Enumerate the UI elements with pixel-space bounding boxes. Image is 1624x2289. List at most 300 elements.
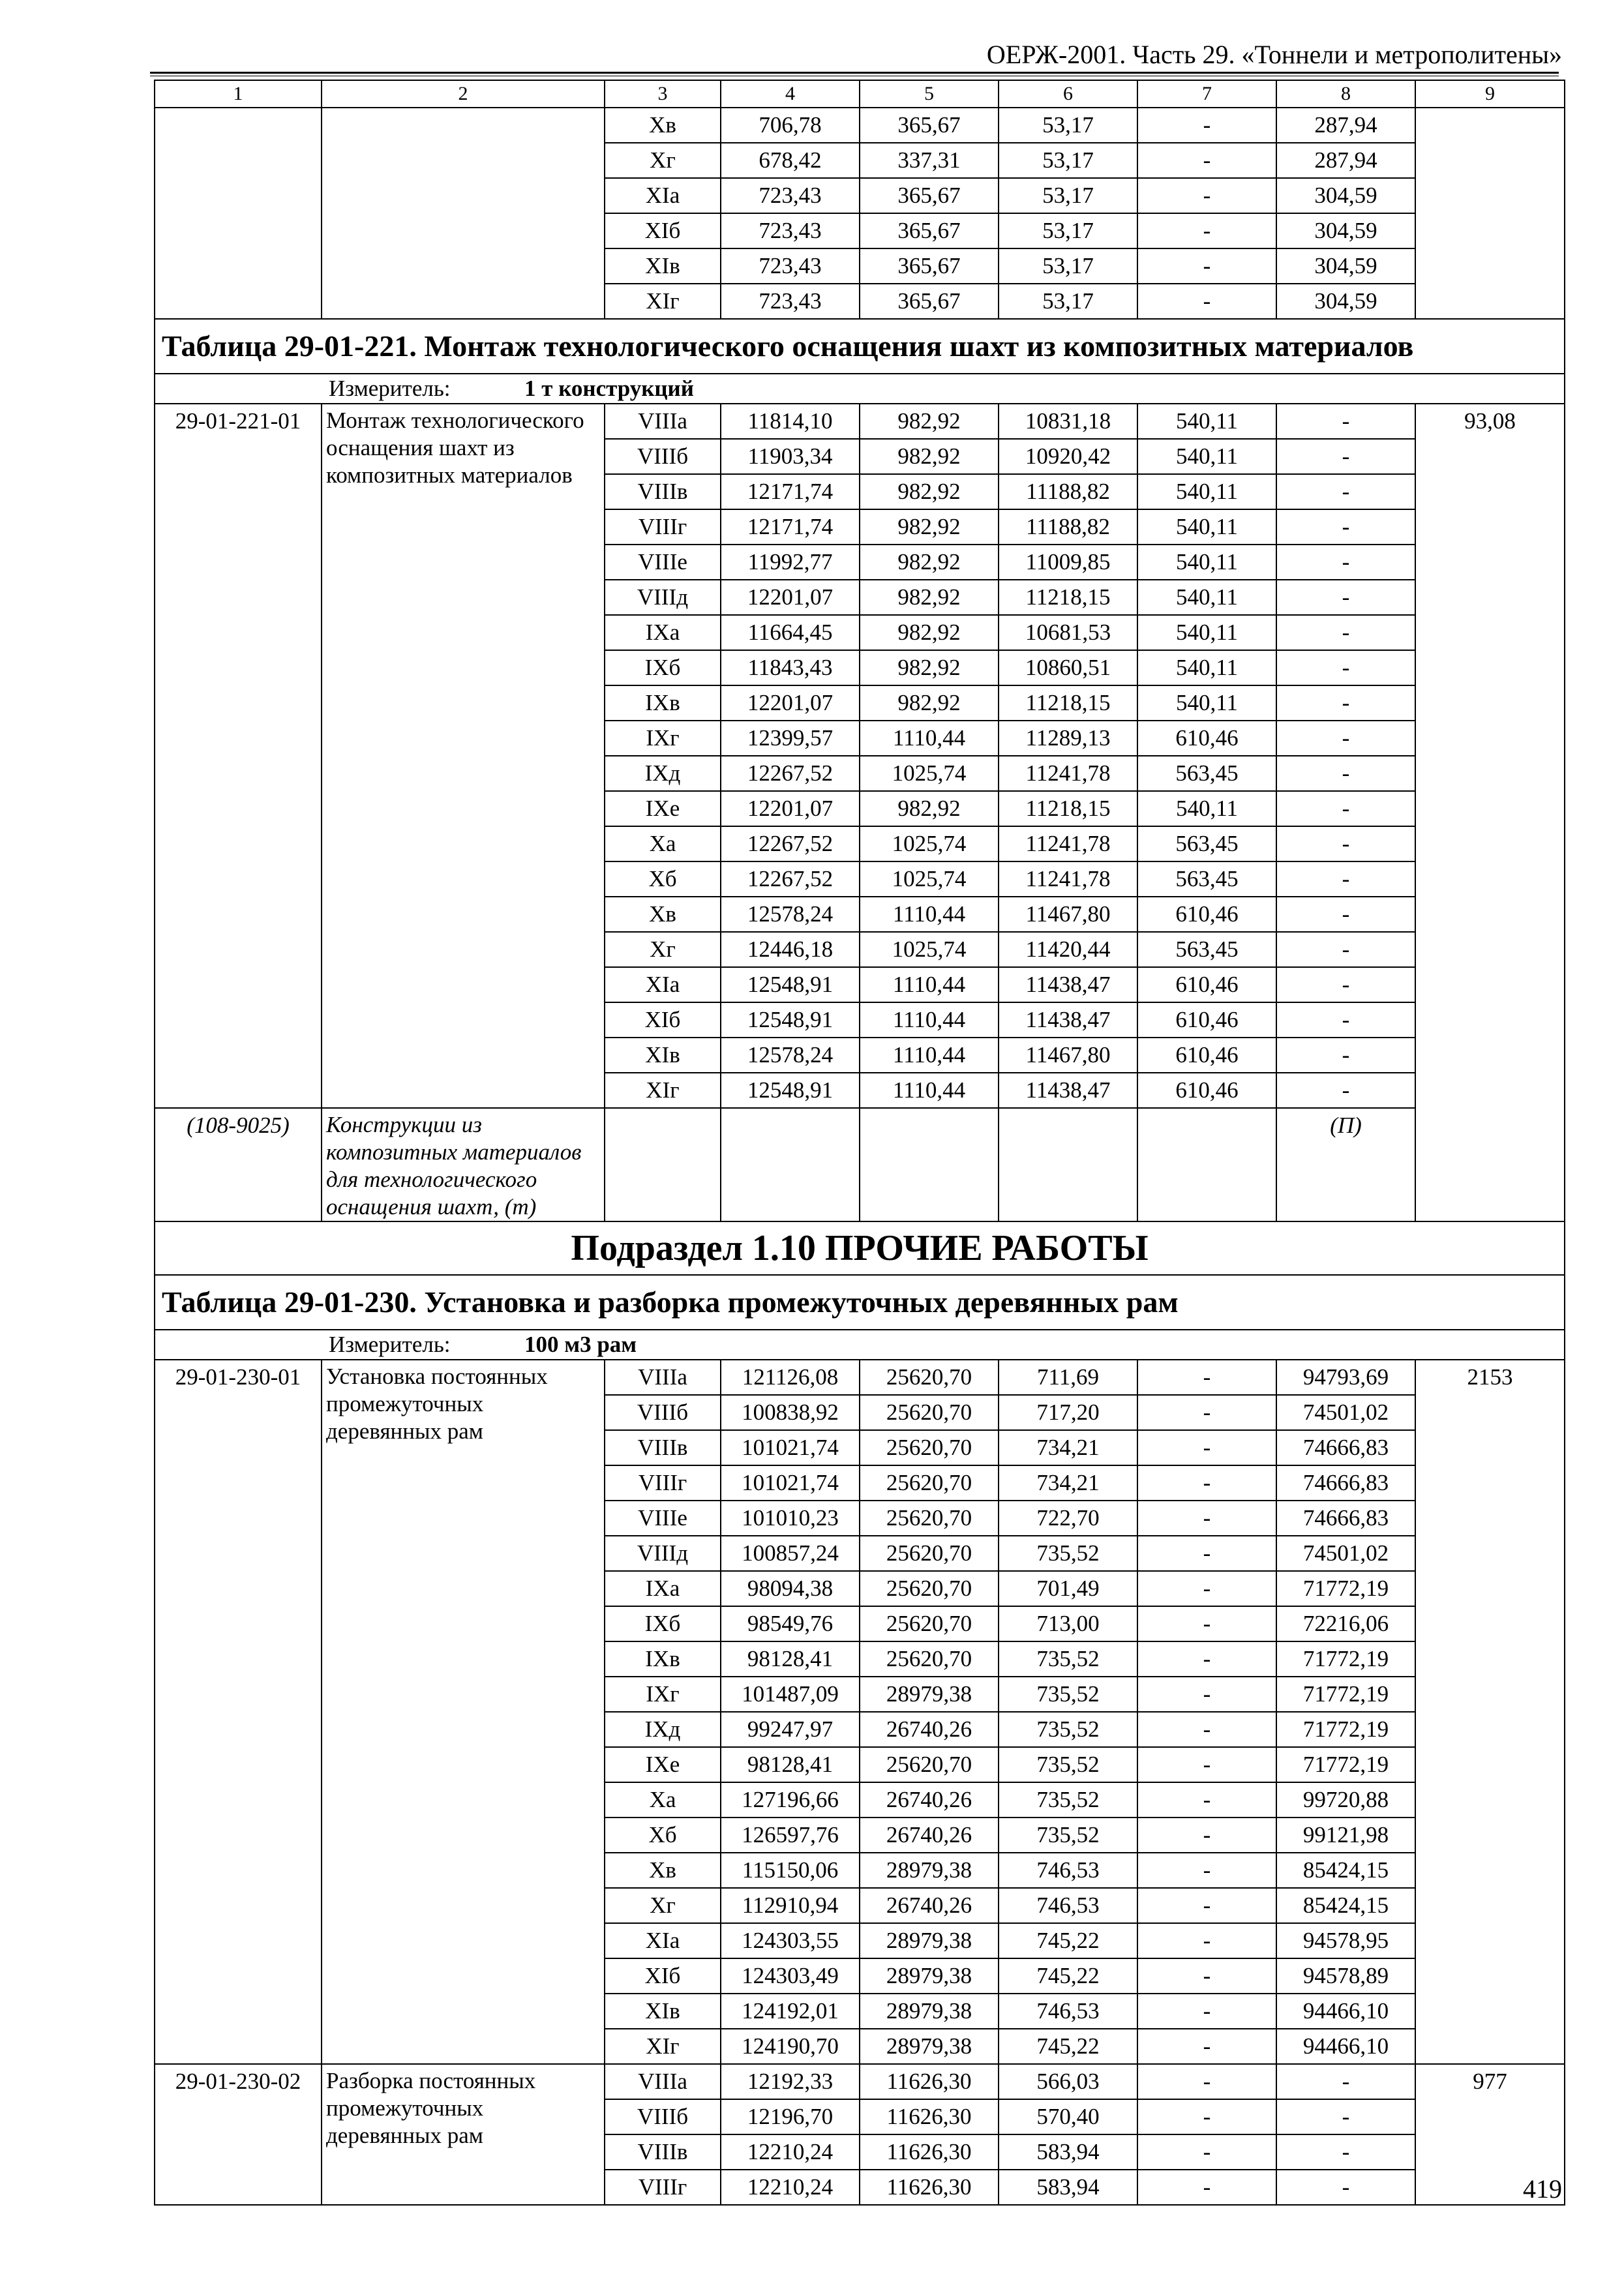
- total-cost-cell: 723,43: [721, 284, 860, 319]
- machine-cost-cell: 10860,51: [999, 650, 1137, 685]
- total-cost-cell: 12267,52: [721, 861, 860, 897]
- machine-cost-cell: 570,40: [999, 2099, 1137, 2134]
- labor-cost-cell: 25620,70: [860, 1571, 999, 1606]
- grade-cell: VIIIб: [605, 2099, 721, 2134]
- labor-cost-cell: 26740,26: [860, 1818, 999, 1853]
- machine-cost-cell: 11289,13: [999, 721, 1137, 756]
- name-cell: [322, 108, 605, 319]
- materials-cell: 74666,83: [1276, 1501, 1415, 1536]
- driver-wage-cell: 540,11: [1137, 580, 1276, 615]
- labor-cost-cell: 26740,26: [860, 1782, 999, 1818]
- grade-cell: IXд: [605, 1712, 721, 1747]
- driver-wage-cell: 540,11: [1137, 791, 1276, 826]
- grade-cell: Xв: [605, 897, 721, 932]
- grade-cell: IXа: [605, 1571, 721, 1606]
- driver-wage-cell: -: [1137, 1430, 1276, 1465]
- total-cost-cell: 723,43: [721, 248, 860, 284]
- driver-wage-cell: 540,11: [1137, 509, 1276, 545]
- materials-cell: -: [1276, 826, 1415, 861]
- labor-cost-cell: 28979,38: [860, 2029, 999, 2064]
- machine-cost-cell: 11241,78: [999, 826, 1137, 861]
- driver-wage-cell: 540,11: [1137, 439, 1276, 474]
- labor-cost-cell: 28979,38: [860, 1958, 999, 1994]
- machine-cost-cell: 746,53: [999, 1994, 1137, 2029]
- driver-wage-cell: -: [1137, 2029, 1276, 2064]
- driver-wage-cell: 540,11: [1137, 474, 1276, 509]
- grade-cell: VIIIе: [605, 1501, 721, 1536]
- materials-cell: 71772,19: [1276, 1571, 1415, 1606]
- empty-cell: [860, 1108, 999, 1221]
- labor-cost-cell: 1110,44: [860, 1073, 999, 1108]
- total-cost-cell: 112910,94: [721, 1888, 860, 1923]
- driver-wage-cell: 563,45: [1137, 861, 1276, 897]
- driver-wage-cell: 563,45: [1137, 826, 1276, 861]
- grade-cell: VIIIб: [605, 439, 721, 474]
- total-cost-cell: 12399,57: [721, 721, 860, 756]
- norm-cell: 2153: [1415, 1360, 1565, 2064]
- materials-cell: -: [1276, 2099, 1415, 2134]
- col-num-2: 2: [322, 80, 605, 108]
- driver-wage-cell: 540,11: [1137, 615, 1276, 650]
- labor-cost-cell: 365,67: [860, 213, 999, 248]
- total-cost-cell: 98128,41: [721, 1747, 860, 1782]
- grade-cell: IXд: [605, 756, 721, 791]
- driver-wage-cell: 610,46: [1137, 721, 1276, 756]
- materials-cell: 74501,02: [1276, 1536, 1415, 1571]
- grade-cell: Xа: [605, 1782, 721, 1818]
- labor-cost-cell: 365,67: [860, 284, 999, 319]
- code-cell: 29-01-230-02: [155, 2064, 322, 2205]
- total-cost-cell: 12210,24: [721, 2134, 860, 2170]
- machine-cost-cell: 53,17: [999, 143, 1137, 178]
- section-title-row: [155, 1221, 1565, 1275]
- grade-cell: VIIIа: [605, 2064, 721, 2099]
- driver-wage-cell: -: [1137, 1536, 1276, 1571]
- total-cost-cell: 101021,74: [721, 1430, 860, 1465]
- labor-cost-cell: 982,92: [860, 545, 999, 580]
- grade-cell: IXв: [605, 1641, 721, 1677]
- driver-wage-cell: -: [1137, 1923, 1276, 1958]
- col-num-6: 6: [999, 80, 1137, 108]
- machine-cost-cell: 735,52: [999, 1747, 1137, 1782]
- col-num-1: 1: [155, 80, 322, 108]
- materials-cell: -: [1276, 439, 1415, 474]
- measure-row: [155, 374, 1565, 404]
- total-cost-cell: 12201,07: [721, 685, 860, 721]
- code-cell: 29-01-221-01: [155, 404, 322, 1108]
- grade-cell: Xг: [605, 1888, 721, 1923]
- machine-cost-cell: 735,52: [999, 1712, 1137, 1747]
- material-row: [155, 1108, 1565, 1221]
- labor-cost-cell: 982,92: [860, 650, 999, 685]
- materials-cell: -: [1276, 2134, 1415, 2170]
- total-cost-cell: 101021,74: [721, 1465, 860, 1501]
- table-row: [155, 1360, 1565, 1395]
- total-cost-cell: 12201,07: [721, 580, 860, 615]
- grade-cell: Xв: [605, 108, 721, 143]
- driver-wage-cell: -: [1137, 178, 1276, 213]
- norm-cell: [1415, 108, 1565, 319]
- column-number-row: [155, 80, 1565, 108]
- materials-cell: 287,94: [1276, 108, 1415, 143]
- total-cost-cell: 12210,24: [721, 2170, 860, 2205]
- materials-cell: -: [1276, 897, 1415, 932]
- materials-cell: 71772,19: [1276, 1677, 1415, 1712]
- materials-cell: -: [1276, 650, 1415, 685]
- grade-cell: Xа: [605, 826, 721, 861]
- driver-wage-cell: -: [1137, 1465, 1276, 1501]
- labor-cost-cell: 982,92: [860, 685, 999, 721]
- labor-cost-cell: 25620,70: [860, 1395, 999, 1430]
- materials-cell: -: [1276, 2064, 1415, 2099]
- labor-cost-cell: 25620,70: [860, 1360, 999, 1395]
- total-cost-cell: 12192,33: [721, 2064, 860, 2099]
- driver-wage-cell: 610,46: [1137, 1002, 1276, 1038]
- machine-cost-cell: 53,17: [999, 213, 1137, 248]
- grade-cell: VIIIе: [605, 545, 721, 580]
- total-cost-cell: 12578,24: [721, 897, 860, 932]
- driver-wage-cell: -: [1137, 284, 1276, 319]
- labor-cost-cell: 365,67: [860, 108, 999, 143]
- grade-cell: VIIIг: [605, 509, 721, 545]
- machine-cost-cell: 11241,78: [999, 861, 1137, 897]
- total-cost-cell: 121126,08: [721, 1360, 860, 1395]
- total-cost-cell: 126597,76: [721, 1818, 860, 1853]
- machine-cost-cell: 735,52: [999, 1782, 1137, 1818]
- driver-wage-cell: 610,46: [1137, 1073, 1276, 1108]
- driver-wage-cell: -: [1137, 1818, 1276, 1853]
- name-cell: Разборка постоянных промежуточных деревянных рам: [322, 2064, 605, 2205]
- driver-wage-cell: 563,45: [1137, 932, 1276, 967]
- machine-cost-cell: 746,53: [999, 1853, 1137, 1888]
- total-cost-cell: 11992,77: [721, 545, 860, 580]
- total-cost-cell: 100838,92: [721, 1395, 860, 1430]
- materials-cell: -: [1276, 1073, 1415, 1108]
- machine-cost-cell: 745,22: [999, 2029, 1137, 2064]
- materials-cell: -: [1276, 615, 1415, 650]
- labor-cost-cell: 1110,44: [860, 1002, 999, 1038]
- material-code-cell: (108-9025): [155, 1108, 322, 1221]
- labor-cost-cell: 982,92: [860, 439, 999, 474]
- table-row: [155, 108, 1565, 143]
- driver-wage-cell: -: [1137, 213, 1276, 248]
- driver-wage-cell: 610,46: [1137, 1038, 1276, 1073]
- materials-cell: 85424,15: [1276, 1888, 1415, 1923]
- labor-cost-cell: 25620,70: [860, 1430, 999, 1465]
- total-cost-cell: 706,78: [721, 108, 860, 143]
- materials-cell: -: [1276, 756, 1415, 791]
- grade-cell: XIв: [605, 1038, 721, 1073]
- total-cost-cell: 12578,24: [721, 1038, 860, 1073]
- machine-cost-cell: 735,52: [999, 1677, 1137, 1712]
- grade-cell: Xг: [605, 932, 721, 967]
- materials-cell: 94578,89: [1276, 1958, 1415, 1994]
- materials-cell: -: [1276, 474, 1415, 509]
- labor-cost-cell: 28979,38: [860, 1677, 999, 1712]
- norm-cell: 93,08: [1415, 404, 1565, 1221]
- labor-cost-cell: 25620,70: [860, 1536, 999, 1571]
- labor-cost-cell: 1025,74: [860, 826, 999, 861]
- grade-cell: XIб: [605, 1002, 721, 1038]
- machine-cost-cell: 11009,85: [999, 545, 1137, 580]
- driver-wage-cell: 540,11: [1137, 650, 1276, 685]
- total-cost-cell: 678,42: [721, 143, 860, 178]
- total-cost-cell: 124303,49: [721, 1958, 860, 1994]
- materials-cell: -: [1276, 2170, 1415, 2205]
- grade-cell: IXг: [605, 721, 721, 756]
- grade-cell: IXе: [605, 1747, 721, 1782]
- labor-cost-cell: 25620,70: [860, 1501, 999, 1536]
- grade-cell: XIв: [605, 1994, 721, 2029]
- machine-cost-cell: 11188,82: [999, 474, 1137, 509]
- machine-cost-cell: 717,20: [999, 1395, 1137, 1430]
- total-cost-cell: 101010,23: [721, 1501, 860, 1536]
- total-cost-cell: 12196,70: [721, 2099, 860, 2134]
- total-cost-cell: 124190,70: [721, 2029, 860, 2064]
- materials-cell: 94466,10: [1276, 2029, 1415, 2064]
- total-cost-cell: 11843,43: [721, 650, 860, 685]
- machine-cost-cell: 711,69: [999, 1360, 1137, 1395]
- machine-cost-cell: 746,53: [999, 1888, 1137, 1923]
- empty-cell: [605, 1108, 721, 1221]
- grade-cell: VIIIв: [605, 2134, 721, 2170]
- total-cost-cell: 124192,01: [721, 1994, 860, 2029]
- machine-cost-cell: 735,52: [999, 1641, 1137, 1677]
- labor-cost-cell: 982,92: [860, 404, 999, 439]
- materials-cell: -: [1276, 1038, 1415, 1073]
- machine-cost-cell: 713,00: [999, 1606, 1137, 1641]
- materials-cell: 304,59: [1276, 213, 1415, 248]
- grade-cell: VIIIб: [605, 1395, 721, 1430]
- machine-cost-cell: 53,17: [999, 108, 1137, 143]
- total-cost-cell: 12201,07: [721, 791, 860, 826]
- total-cost-cell: 100857,24: [721, 1536, 860, 1571]
- driver-wage-cell: -: [1137, 1853, 1276, 1888]
- driver-wage-cell: 540,11: [1137, 545, 1276, 580]
- total-cost-cell: 98549,76: [721, 1606, 860, 1641]
- machine-cost-cell: 11438,47: [999, 1002, 1137, 1038]
- machine-cost-cell: 722,70: [999, 1501, 1137, 1536]
- driver-wage-cell: 540,11: [1137, 685, 1276, 721]
- grade-cell: Xб: [605, 1818, 721, 1853]
- driver-wage-cell: -: [1137, 1888, 1276, 1923]
- grade-cell: XIб: [605, 1958, 721, 1994]
- machine-cost-cell: 10920,42: [999, 439, 1137, 474]
- materials-cell: -: [1276, 861, 1415, 897]
- machine-cost-cell: 11218,15: [999, 580, 1137, 615]
- name-cell: Монтаж технологического оснащения шахт из композитных материалов: [322, 404, 605, 1108]
- materials-cell: -: [1276, 404, 1415, 439]
- grade-cell: VIIIа: [605, 1360, 721, 1395]
- machine-cost-cell: 11218,15: [999, 685, 1137, 721]
- grade-cell: Xв: [605, 1853, 721, 1888]
- grade-cell: IXг: [605, 1677, 721, 1712]
- materials-cell: 72216,06: [1276, 1606, 1415, 1641]
- materials-cell: 99121,98: [1276, 1818, 1415, 1853]
- grade-cell: IXб: [605, 1606, 721, 1641]
- grade-cell: XIа: [605, 178, 721, 213]
- machine-cost-cell: 11438,47: [999, 1073, 1137, 1108]
- labor-cost-cell: 28979,38: [860, 1853, 999, 1888]
- col-num-3: 3: [605, 80, 721, 108]
- driver-wage-cell: -: [1137, 2134, 1276, 2170]
- total-cost-cell: 723,43: [721, 213, 860, 248]
- materials-cell: 304,59: [1276, 248, 1415, 284]
- machine-cost-cell: 735,52: [999, 1536, 1137, 1571]
- labor-cost-cell: 28979,38: [860, 1994, 999, 2029]
- driver-wage-cell: -: [1137, 1958, 1276, 1994]
- grade-cell: VIIIа: [605, 404, 721, 439]
- labor-cost-cell: 25620,70: [860, 1747, 999, 1782]
- measure-row: [155, 1330, 1565, 1360]
- machine-cost-cell: 583,94: [999, 2170, 1137, 2205]
- total-cost-cell: 11903,34: [721, 439, 860, 474]
- machine-cost-cell: 583,94: [999, 2134, 1137, 2170]
- table-title-221: Таблица 29-01-221. Монтаж технологического оснащения шахт из композитных материалов: [155, 319, 1565, 374]
- total-cost-cell: 12446,18: [721, 932, 860, 967]
- machine-cost-cell: 11467,80: [999, 1038, 1137, 1073]
- materials-cell: -: [1276, 580, 1415, 615]
- driver-wage-cell: -: [1137, 1571, 1276, 1606]
- labor-cost-cell: 1025,74: [860, 756, 999, 791]
- machine-cost-cell: 734,21: [999, 1465, 1137, 1501]
- machine-cost-cell: 11438,47: [999, 967, 1137, 1002]
- materials-cell: 71772,19: [1276, 1712, 1415, 1747]
- measure-cell: [155, 374, 1565, 404]
- measure-label: Измеритель:: [329, 376, 451, 401]
- col-num-9: 9: [1415, 80, 1565, 108]
- grade-cell: IXб: [605, 650, 721, 685]
- machine-cost-cell: 735,52: [999, 1818, 1137, 1853]
- grade-cell: Xб: [605, 861, 721, 897]
- total-cost-cell: 101487,09: [721, 1677, 860, 1712]
- grade-cell: XIг: [605, 2029, 721, 2064]
- labor-cost-cell: 11626,30: [860, 2134, 999, 2170]
- empty-cell: [1137, 1108, 1276, 1221]
- section-title: Подраздел 1.10 ПРОЧИЕ РАБОТЫ: [155, 1221, 1565, 1275]
- grade-cell: VIIIг: [605, 2170, 721, 2205]
- materials-cell: -: [1276, 791, 1415, 826]
- materials-cell: -: [1276, 721, 1415, 756]
- materials-cell: 304,59: [1276, 178, 1415, 213]
- measure-unit: 1 т конструкций: [524, 376, 694, 401]
- driver-wage-cell: -: [1137, 1677, 1276, 1712]
- machine-cost-cell: 11420,44: [999, 932, 1137, 967]
- machine-cost-cell: 734,21: [999, 1430, 1137, 1465]
- grade-cell: VIIIг: [605, 1465, 721, 1501]
- materials-cell: -: [1276, 932, 1415, 967]
- total-cost-cell: 12548,91: [721, 967, 860, 1002]
- machine-cost-cell: 53,17: [999, 178, 1137, 213]
- driver-wage-cell: -: [1137, 1606, 1276, 1641]
- labor-cost-cell: 11626,30: [860, 2099, 999, 2134]
- driver-wage-cell: -: [1137, 1782, 1276, 1818]
- labor-cost-cell: 982,92: [860, 509, 999, 545]
- materials-cell: 304,59: [1276, 284, 1415, 319]
- driver-wage-cell: -: [1137, 2170, 1276, 2205]
- total-cost-cell: 12267,52: [721, 826, 860, 861]
- driver-wage-cell: 610,46: [1137, 967, 1276, 1002]
- labor-cost-cell: 365,67: [860, 248, 999, 284]
- table-title-230-row: [155, 1275, 1565, 1330]
- driver-wage-cell: -: [1137, 248, 1276, 284]
- total-cost-cell: 11664,45: [721, 615, 860, 650]
- empty-cell: [999, 1108, 1137, 1221]
- grade-cell: VIIIд: [605, 1536, 721, 1571]
- measure-label: Измеритель:: [329, 1332, 451, 1357]
- materials-cell: -: [1276, 545, 1415, 580]
- driver-wage-cell: -: [1137, 1994, 1276, 2029]
- grade-cell: XIа: [605, 1923, 721, 1958]
- materials-cell: 74501,02: [1276, 1395, 1415, 1430]
- materials-cell: 94578,95: [1276, 1923, 1415, 1958]
- grade-cell: IXв: [605, 685, 721, 721]
- materials-cell: 94793,69: [1276, 1360, 1415, 1395]
- materials-cell: 71772,19: [1276, 1747, 1415, 1782]
- driver-wage-cell: -: [1137, 2099, 1276, 2134]
- total-cost-cell: 12548,91: [721, 1073, 860, 1108]
- driver-wage-cell: 540,11: [1137, 404, 1276, 439]
- total-cost-cell: 12171,74: [721, 509, 860, 545]
- grade-cell: IXе: [605, 791, 721, 826]
- machine-cost-cell: 11241,78: [999, 756, 1137, 791]
- measure-unit: 100 м3 рам: [524, 1332, 637, 1357]
- total-cost-cell: 98128,41: [721, 1641, 860, 1677]
- labor-cost-cell: 11626,30: [860, 2170, 999, 2205]
- labor-cost-cell: 1110,44: [860, 721, 999, 756]
- machine-cost-cell: 11218,15: [999, 791, 1137, 826]
- table-body: [155, 80, 1565, 2205]
- materials-cell: 71772,19: [1276, 1641, 1415, 1677]
- driver-wage-cell: -: [1137, 2064, 1276, 2099]
- labor-cost-cell: 365,67: [860, 178, 999, 213]
- col-num-5: 5: [860, 80, 999, 108]
- grade-cell: VIIIв: [605, 474, 721, 509]
- materials-cell: -: [1276, 509, 1415, 545]
- machine-cost-cell: 745,22: [999, 1923, 1137, 1958]
- total-cost-cell: 12267,52: [721, 756, 860, 791]
- machine-cost-cell: 53,17: [999, 284, 1137, 319]
- labor-cost-cell: 28979,38: [860, 1923, 999, 1958]
- machine-cost-cell: 701,49: [999, 1571, 1137, 1606]
- materials-cell: -: [1276, 967, 1415, 1002]
- labor-cost-cell: 1110,44: [860, 967, 999, 1002]
- driver-wage-cell: -: [1137, 1712, 1276, 1747]
- materials-cell: 94466,10: [1276, 1994, 1415, 2029]
- machine-cost-cell: 53,17: [999, 248, 1137, 284]
- materials-cell: 287,94: [1276, 143, 1415, 178]
- driver-wage-cell: -: [1137, 143, 1276, 178]
- materials-cell: 74666,83: [1276, 1430, 1415, 1465]
- labor-cost-cell: 1025,74: [860, 861, 999, 897]
- code-cell: [155, 108, 322, 319]
- grade-cell: Xг: [605, 143, 721, 178]
- labor-cost-cell: 26740,26: [860, 1888, 999, 1923]
- labor-cost-cell: 982,92: [860, 580, 999, 615]
- materials-cell: 74666,83: [1276, 1465, 1415, 1501]
- col-num-8: 8: [1276, 80, 1415, 108]
- driver-wage-cell: -: [1137, 1501, 1276, 1536]
- grade-cell: XIг: [605, 1073, 721, 1108]
- labor-cost-cell: 1025,74: [860, 932, 999, 967]
- labor-cost-cell: 982,92: [860, 791, 999, 826]
- labor-cost-cell: 337,31: [860, 143, 999, 178]
- total-cost-cell: 12548,91: [721, 1002, 860, 1038]
- norm-cell: 977: [1415, 2064, 1565, 2205]
- labor-cost-cell: 25620,70: [860, 1465, 999, 1501]
- driver-wage-cell: -: [1137, 108, 1276, 143]
- materials-cell: 85424,15: [1276, 1853, 1415, 1888]
